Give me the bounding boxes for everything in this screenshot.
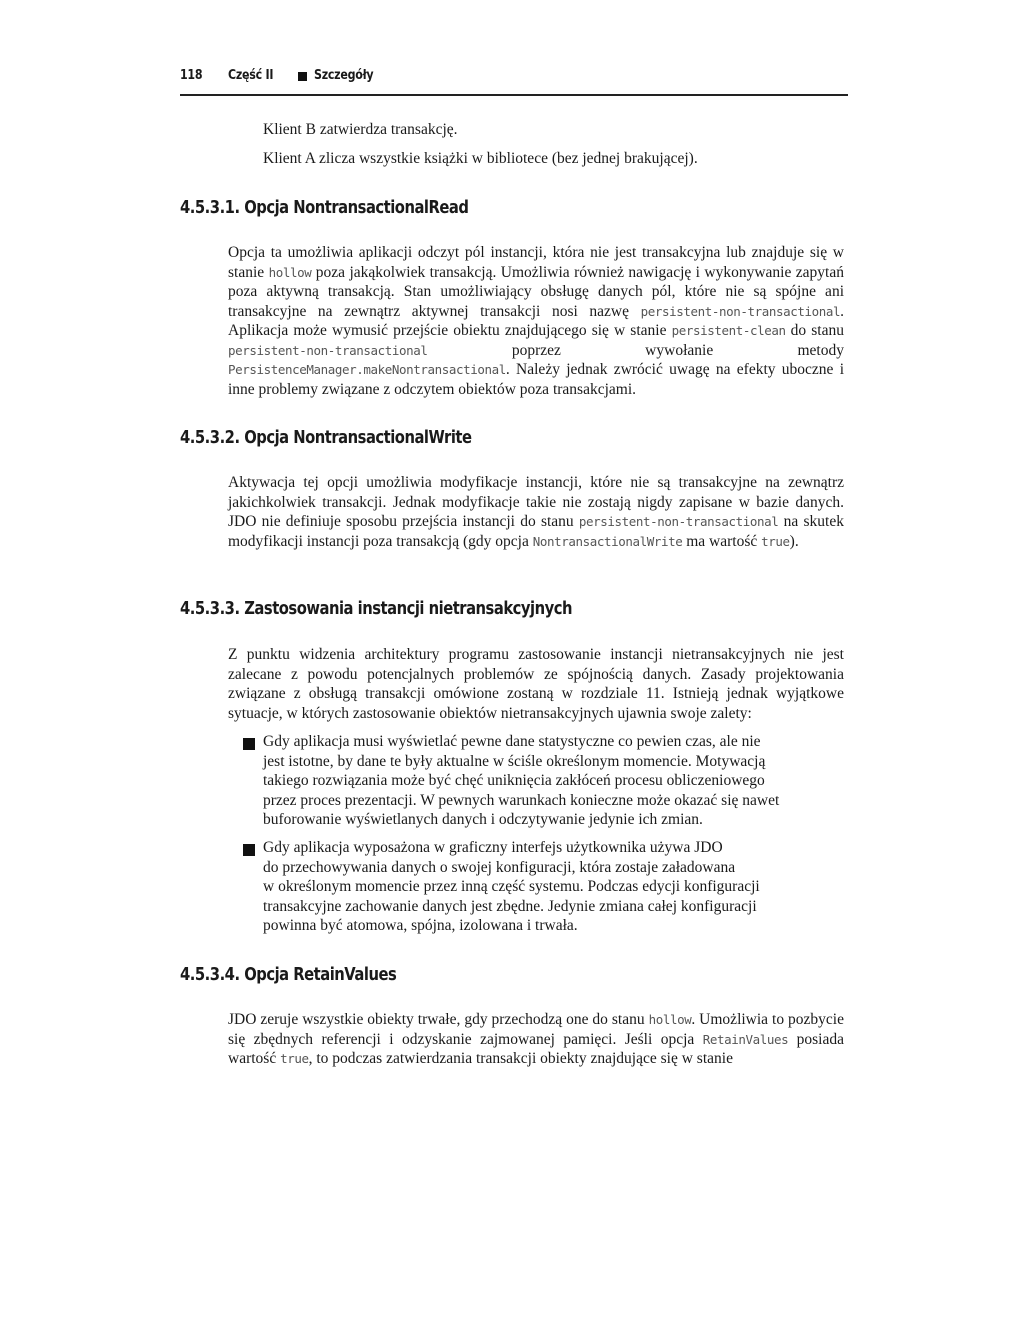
header-square-bullet-icon <box>298 72 307 81</box>
section-label: Szczegóły <box>314 68 374 83</box>
paragraph-nontransactional-uses: Z punktu widzenia architektury programu zastosowanie instancji nietransakcyjnych nie jest zalecane z powodu potencjalnych problemów ze spójnością danych. Zasady projektowania związane z obsługą transakcji omówione zostaną w rozdziale 11. Istnieją jednak wyjątkowe sytuacje, w których zastosowanie obiektów nietransakcyjnych ujawnia swoje zalety: <box>228 646 844 722</box>
paragraph-nontransactional-read: Opcja ta umożliwia aplikacji odczyt pól instancji, która nie jest transakcyjna lub znajduje się w stanie hollow poza jakąkolwiek transakcją. Umożliwia również nawigację i wykonywanie zapytań poza aktywną transakcją. Stan umożliwiający obsługę danych pól, które nie są spójne ani transakcyjne na zewnątrz aktywnej transakcji nosi nazwę persistent-non-transactional. Aplikacja może wymusić przejście obiektu znajdującego się w stanie persistent-clean do stanu persistent-non-transactional poprzez wywołanie metody PersistenceManager.makeNontransactional. Należy jednak zwrócić uwagę na efekty uboczne i inne problemy związane z odczytem obiektów poza transakcjami. <box>228 244 844 398</box>
heading-4-5-3-2: 4.5.3.2. Opcja NontransactionalWrite <box>180 427 472 448</box>
bullet-square-icon <box>243 738 255 750</box>
intro-line-2: Klient A zlicza wszystkie książki w bibliotece (bez jednej brakującej). <box>263 150 698 167</box>
heading-4-5-3-3: 4.5.3.3. Zastosowania instancji nietransakcyjnych <box>180 598 573 619</box>
intro-line-1: Klient B zatwierdza transakcję. <box>263 121 458 138</box>
part-label: Część II <box>228 68 274 83</box>
paragraph-retain-values: JDO zeruje wszystkie obiekty trwałe, gdy przechodzą one do stanu hollow. Umożliwia to pozbycie się zbędnych referencji i odzyskanie zajmowanej pamięci. Jeśli opcja RetainValues posiada wartość true, to podczas zatwierdzania transakcji obiekty znajdujące się w stanie <box>228 1011 844 1067</box>
page-number: 118 <box>180 68 203 83</box>
bullet-item-2: Gdy aplikacja wyposażona w graficzny interfejs użytkownika używa JDO do przechowywania danych o swojej konfiguracji, która zostaje załadowana w określonym momencie przez inną część systemu. Podczas edycji konfiguracji transakcyjne zachowanie danych jest zbędne. Jedynie zmiana całej konfiguracji powinna być atomowa, spójna, izolowana i trwała. <box>263 839 760 934</box>
bullet-square-icon <box>243 844 255 856</box>
paragraph-nontransactional-write: Aktywacja tej opcji umożliwia modyfikacje instancji, które nie są transakcyjne na zewnątrz jakichkolwiek transakcji. Jednak modyfikacje takie nie zostają nigdy zapisane w bazie danych. JDO nie definiuje sposobu przejścia instancji do stanu persistent-non-transactional na skutek modyfikacji instancji poza transakcją (gdy opcja NontransactionalWrite ma wartość true). <box>228 474 844 550</box>
running-header <box>180 68 848 96</box>
heading-4-5-3-1: 4.5.3.1. Opcja NontransactionalRead <box>180 197 469 218</box>
heading-4-5-3-4: 4.5.3.4. Opcja RetainValues <box>180 964 397 985</box>
bullet-item-1: Gdy aplikacja musi wyświetlać pewne dane statystyczne co pewien czas, ale nie jest istotne, by dane te były aktualne w ściśle określonym momencie. Motywacją takiego rozwiązania może być chęć uniknięcia zakłóceń procesu obliczeniowego przez proces prezentacji. W pewnych warunkach konieczne może okazać się nawet buforowanie wyświetlanych danych i odczytywanie jedynie ich zmian. <box>263 733 780 828</box>
